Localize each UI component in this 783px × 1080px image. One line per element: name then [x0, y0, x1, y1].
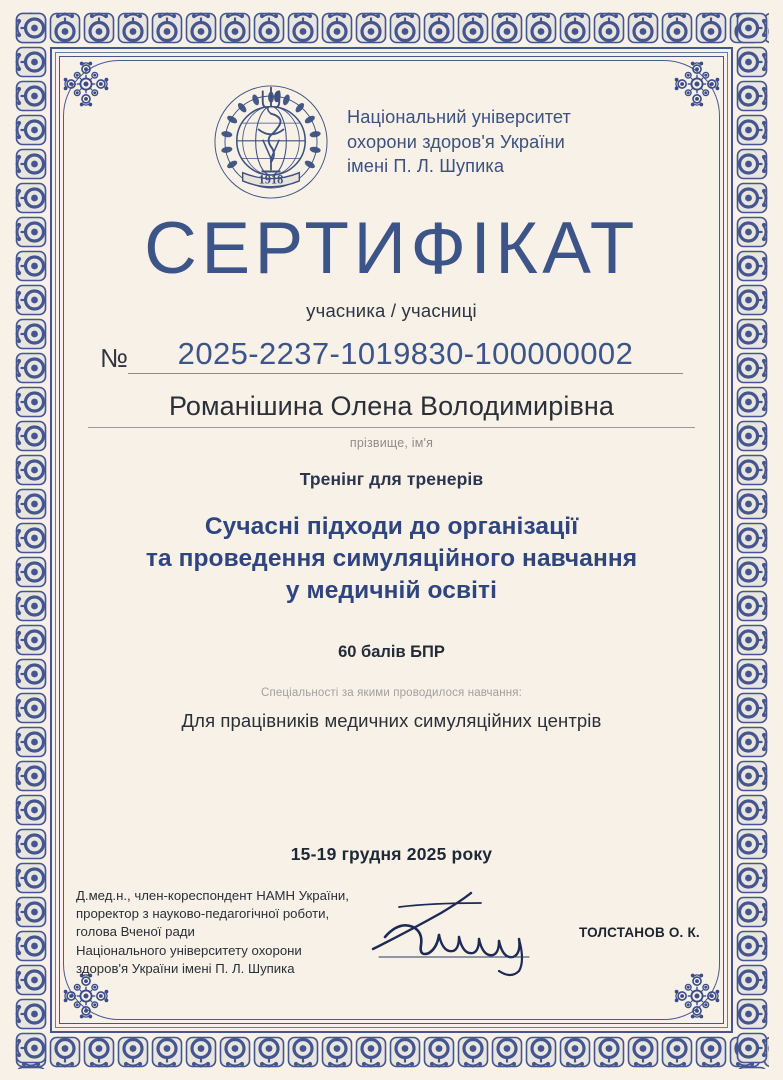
certificate-title: СЕРТИФІКАТ: [144, 208, 639, 289]
certificate-header: [72, 68, 711, 206]
certificate-content: [72, 68, 711, 1012]
signer-title-line2: проректор з науково-педагогічної роботи,: [76, 906, 330, 922]
university-name-line2: охорони здоров'я України: [347, 131, 565, 152]
border-band-top: [14, 11, 769, 45]
credits-value: 60 балів БПР: [338, 642, 445, 661]
specialty-value: Для працівників медичних симуляційних центрів: [181, 709, 602, 731]
signer-title-line5: здоров'я України імені П. Л. Шупика: [76, 960, 295, 976]
signer-title-line3: голова Вченої ради: [76, 924, 195, 940]
university-name-line1: Національний університет: [347, 107, 571, 128]
holder-name-caption: прізвище, ім'я: [349, 435, 434, 450]
specialty-caption: Спеціальності за якими проводилося навчання:: [261, 686, 522, 699]
course-title-line2: та проведення симуляційного навчання: [145, 544, 638, 572]
signer-title-line4: Національного університету охорони: [76, 942, 302, 958]
signature-mark: [359, 887, 579, 979]
certificate-subtitle: учасника / учасниці: [306, 300, 477, 321]
certificate-date: 15-19 грудня 2025 року: [290, 843, 493, 864]
number-label: №: [100, 342, 128, 373]
event-type: Тренінг для тренерів: [299, 468, 484, 489]
course-title-line3: у медичній освіті: [285, 577, 498, 605]
course-title-line1: Сучасні підходи до організації: [204, 512, 579, 540]
signature-row: [72, 887, 711, 979]
university-name-line3: імені П. Л. Шупика: [347, 156, 505, 177]
signer-name: ТОЛСТАНОВ О. К.: [579, 925, 700, 941]
border-band-right: [735, 11, 769, 1069]
handwritten-signature-icon: [359, 887, 579, 979]
holder-block: [72, 391, 711, 450]
course-title: [72, 511, 711, 608]
border-band-left: [14, 11, 48, 1069]
emblem-year: 1918: [258, 172, 284, 187]
signer-title-line1: Д.мед.н., член-кореспондент НАМН України,: [76, 888, 349, 904]
certificate-number-row: [72, 338, 711, 374]
signer-title: [76, 887, 359, 978]
university-emblem-icon: [212, 83, 330, 201]
holder-name: Романішина Олена Володимирівна: [88, 391, 695, 428]
certificate-number-value: 2025-2237-1019830-100000002: [177, 336, 634, 371]
university-name: [347, 105, 571, 179]
border-band-bottom: [14, 1035, 769, 1069]
certificate-number-field: [128, 338, 683, 374]
